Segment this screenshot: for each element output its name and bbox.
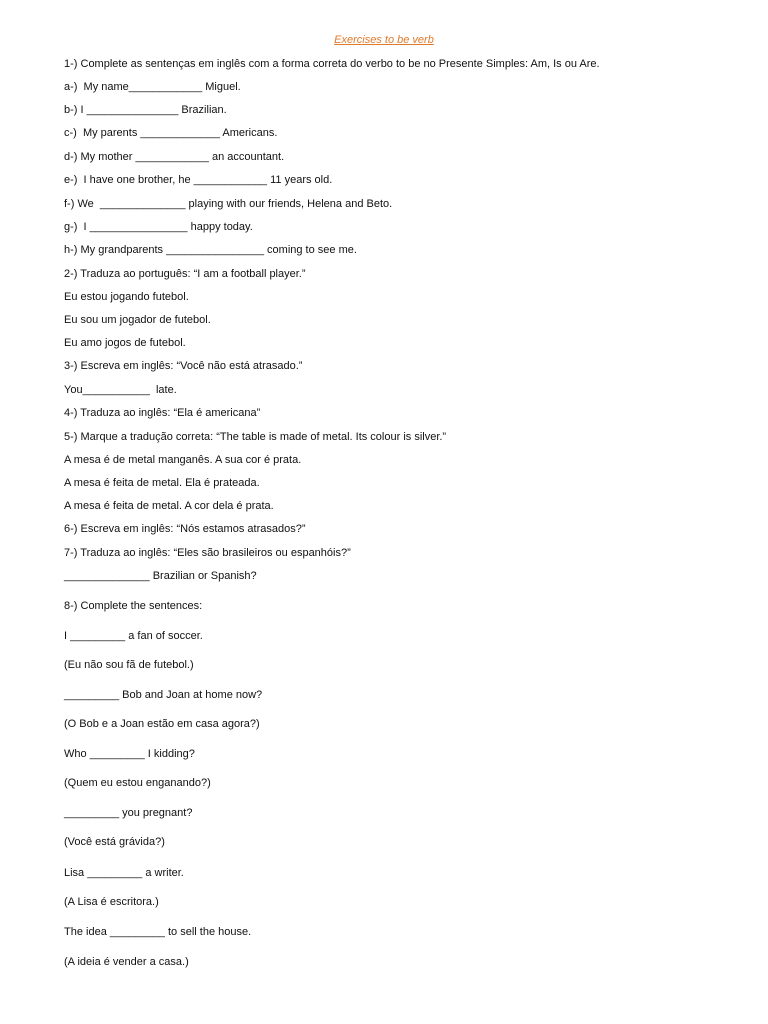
q1-item-d: d-) My mother ____________ an accountant. bbox=[64, 151, 285, 163]
q2-instruction: 2-) Traduza ao português: “I am a football player.” bbox=[64, 268, 306, 280]
q7-answer-line: ______________ Brazilian or Spanish? bbox=[64, 570, 257, 582]
q8-instruction: 8-) Complete the sentences: bbox=[64, 600, 203, 612]
q1-item-g: g-) I ________________ happy today. bbox=[64, 221, 253, 233]
q2-option: Eu sou um jogador de futebol. bbox=[64, 314, 211, 326]
q3-instruction: 3-) Escreva em inglês: “Você não está atrasado.” bbox=[64, 360, 303, 372]
q5-option: A mesa é de metal manganês. A sua cor é prata. bbox=[64, 454, 302, 466]
q8-sentence: The idea _________ to sell the house. bbox=[64, 926, 252, 938]
q4-instruction: 4-) Traduza ao inglês: “Ela é americana” bbox=[64, 407, 261, 419]
q1-item-c: c-) My parents _____________ Americans. bbox=[64, 127, 278, 139]
q2-option: Eu amo jogos de futebol. bbox=[64, 337, 186, 349]
q1-item-h: h-) My grandparents ________________ coming to see me. bbox=[64, 244, 357, 256]
q5-option: A mesa é feita de metal. Ela é prateada. bbox=[64, 477, 260, 489]
q8-translation: (Quem eu estou enganando?) bbox=[64, 777, 211, 789]
q8-translation: (A Lisa é escritora.) bbox=[64, 896, 159, 908]
q8-sentence: I _________ a fan of soccer. bbox=[64, 630, 203, 642]
q8-translation: (A ideia é vender a casa.) bbox=[64, 956, 189, 968]
q8-sentence: _________ you pregnant? bbox=[64, 807, 193, 819]
q8-sentence: Who _________ I kidding? bbox=[64, 748, 195, 760]
q1-item-b: b-) I _______________ Brazilian. bbox=[64, 104, 227, 116]
q7-instruction: 7-) Traduza ao inglês: “Eles são brasileiros ou espanhóis?” bbox=[64, 547, 351, 559]
q1-instruction: 1-) Complete as sentenças em inglês com a forma correta do verbo to be no Presente Simples: Am, Is ou Are. bbox=[64, 58, 600, 70]
q5-option: A mesa é feita de metal. A cor dela é prata. bbox=[64, 500, 274, 512]
worksheet-title: Exercises to be verb bbox=[334, 34, 434, 46]
q1-item-e: e-) I have one brother, he ____________ 11 years old. bbox=[64, 174, 333, 186]
q3-answer-line: You___________ late. bbox=[64, 384, 177, 396]
q8-translation: (Você está grávida?) bbox=[64, 836, 165, 848]
q8-sentence: Lisa _________ a writer. bbox=[64, 867, 184, 879]
q5-instruction: 5-) Marque a tradução correta: “The table is made of metal. Its colour is silver.” bbox=[64, 431, 447, 443]
q8-sentence: _________ Bob and Joan at home now? bbox=[64, 689, 263, 701]
q6-instruction: 6-) Escreva em inglês: “Nós estamos atrasados?” bbox=[64, 523, 306, 535]
q8-translation: (Eu não sou fã de futebol.) bbox=[64, 659, 194, 671]
q1-item-a: a-) My name____________ Miguel. bbox=[64, 81, 241, 93]
q8-translation: (O Bob e a Joan estão em casa agora?) bbox=[64, 718, 260, 730]
q2-option: Eu estou jogando futebol. bbox=[64, 291, 189, 303]
q1-item-f: f-) We ______________ playing with our friends, Helena and Beto. bbox=[64, 198, 393, 210]
